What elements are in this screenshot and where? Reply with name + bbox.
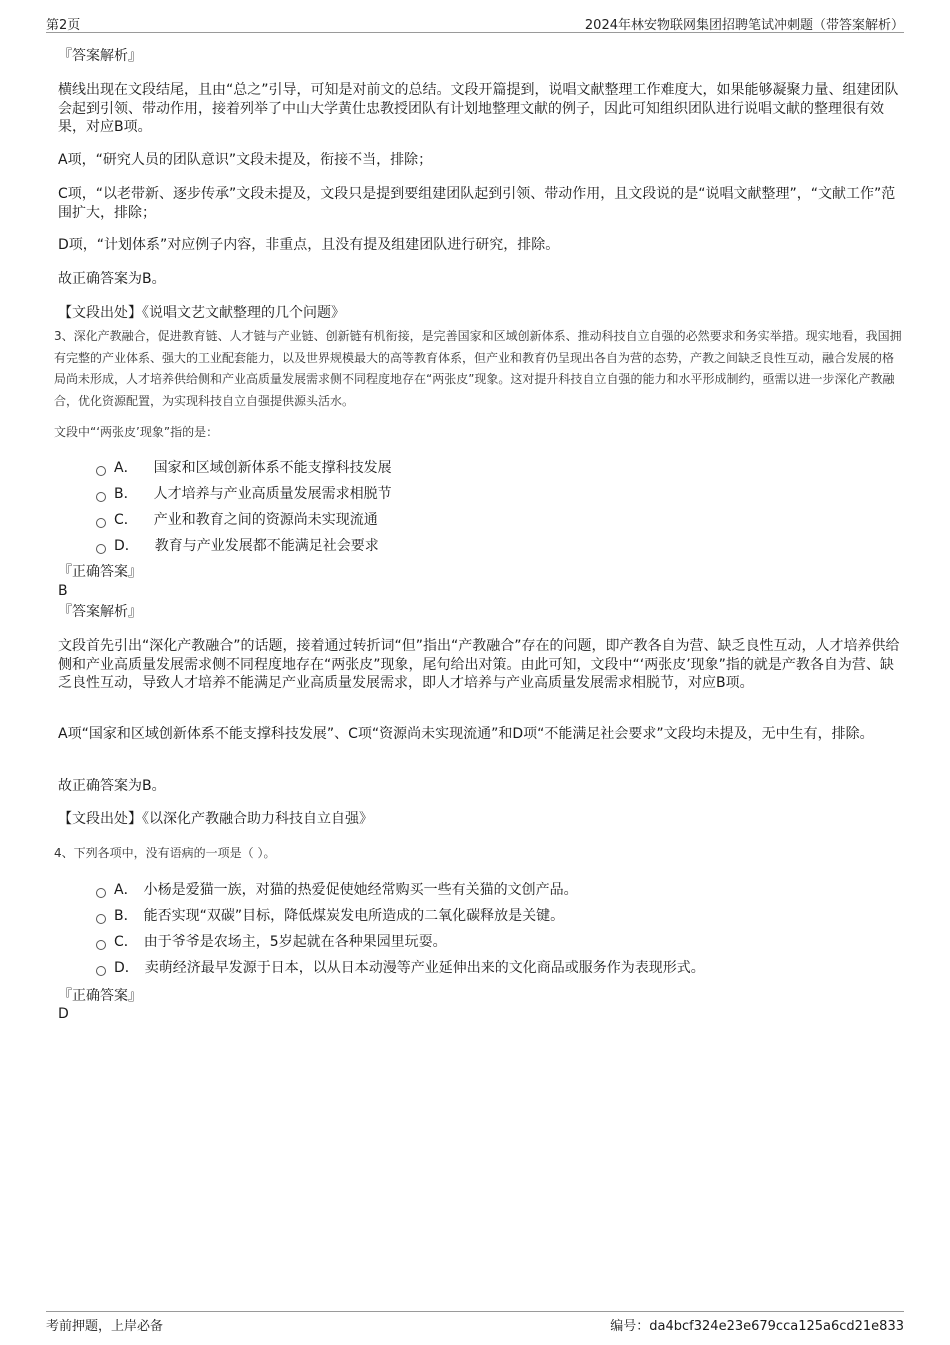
q3-option-d[interactable] bbox=[96, 533, 392, 559]
option-text: 卖萌经济最早发源于日本，以从日本动漫等产业延伸出来的文化商品或服务作为表现形式。 bbox=[144, 960, 705, 976]
q3-analysis-p2: A项“国家和区域创新体系不能支撑科技发展”、C项“资源尚未实现流通”和D项“不能满足社会要求”文段均未提及，无中生有，排除。 bbox=[58, 726, 874, 742]
page-footer bbox=[46, 1311, 904, 1336]
q4-correct-label: 『正确答案』 bbox=[58, 988, 142, 1004]
q3-option-a[interactable] bbox=[96, 455, 392, 481]
option-text: 小杨是爱猫一族，对猫的热爱促使她经常购买一些有关猫的文创产品。 bbox=[143, 882, 578, 898]
option-text: 国家和区域创新体系不能支撑科技发展 bbox=[153, 460, 392, 476]
q3-correct-answer: B bbox=[58, 583, 68, 599]
option-letter: D． bbox=[114, 960, 139, 976]
option-letter: A． bbox=[114, 882, 138, 898]
q3-correct-label: 『正确答案』 bbox=[58, 564, 142, 580]
q2-conclusion: 故正确答案为B。 bbox=[58, 271, 166, 287]
footer-slogan: 考前押题，上岸必备 bbox=[46, 1319, 164, 1334]
q4-options bbox=[96, 877, 705, 981]
q3-option-c[interactable] bbox=[96, 507, 392, 533]
q4-option-b[interactable] bbox=[96, 903, 705, 929]
q4-option-c[interactable] bbox=[96, 929, 705, 955]
radio-icon[interactable] bbox=[96, 492, 106, 502]
option-text: 教育与产业发展都不能满足社会要求 bbox=[154, 538, 379, 554]
q3-options bbox=[96, 455, 392, 559]
document-title: 2024年林安物联网集团招聘笔试冲刺题（带答案解析） bbox=[584, 18, 904, 33]
q2-source: 【文段出处】《说唱文艺文献整理的几个问题》 bbox=[58, 305, 345, 321]
page-number: 第2页 bbox=[46, 18, 81, 33]
option-letter: C． bbox=[114, 512, 138, 528]
option-letter: B． bbox=[114, 486, 138, 502]
q3-conclusion: 故正确答案为B。 bbox=[58, 778, 166, 794]
radio-icon[interactable] bbox=[96, 888, 106, 898]
q3-analysis-label: 『答案解析』 bbox=[58, 604, 142, 620]
option-text: 由于爷爷是农场主，5岁起就在各种果园里玩耍。 bbox=[143, 934, 447, 950]
radio-icon[interactable] bbox=[96, 544, 106, 554]
q2-analysis-p3: C项，“以老带新、逐步传承”文段未提及，文段只是提到要组建团队起到引领、带动作用，且文段说的是“说唱文献整理”，“文献工作”范围扩大，排除； bbox=[58, 186, 896, 221]
document-code: 编号：da4bcf324e23e679cca125a6cd21e833 bbox=[610, 1319, 904, 1334]
option-text: 产业和教育之间的资源尚未实现流通 bbox=[153, 512, 378, 528]
option-letter: D． bbox=[114, 538, 139, 554]
q4-option-d[interactable] bbox=[96, 955, 705, 981]
page-header bbox=[46, 12, 904, 33]
option-letter: C． bbox=[114, 934, 138, 950]
q3-stem: 3、深化产教融合，促进教育链、人才链与产业链、创新链有机衔接，是完善国家和区域创新体系、推动科技自立自强的必然要求和务实举措。现实地看，我国拥有完整的产业体系、强大的工业配套能力，以及世界规模最大的高等教育体系，但产业和教育仍呈现出各自为营的态势，产教之间缺乏良性互动，融合发展的格局尚未形成，人才培养供给侧和产业高质量发展需求侧不同程度地存在“两张皮”现象。这对提升科技自立自强的能力和水平形成制约，亟需以进一步深化产教融合，优化资源配置，为实现科技自立自强提供源头活水。 bbox=[54, 329, 902, 408]
option-letter: B． bbox=[114, 908, 138, 924]
q3-analysis-p1: 文段首先引出“深化产教融合”的话题，接着通过转折词“但”指出“产教融合”存在的问题，即产教各自为营、缺乏良性互动，人才培养供给侧和产业高质量发展需求侧不同程度地存在“两张皮”现象，尾句给出对策。由此可知，文段中“‘两张皮’现象”指的就是产教各自为营、缺乏良性互动，导致人才培养不能满足产业高质量发展需求，即人才培养与产业高质量发展需求相脱节，对应B项。 bbox=[58, 638, 900, 691]
q2-analysis-label: 『答案解析』 bbox=[58, 48, 142, 64]
q2-analysis-p4: D项，“计划体系”对应例子内容，非重点，且没有提及组建团队进行研究，排除。 bbox=[58, 237, 560, 253]
radio-icon[interactable] bbox=[96, 940, 106, 950]
option-text: 人才培养与产业高质量发展需求相脱节 bbox=[153, 486, 392, 502]
q4-option-a[interactable] bbox=[96, 877, 705, 903]
q3-prompt: 文段中“‘两张皮’现象”指的是： bbox=[54, 425, 219, 439]
q3-source: 【文段出处】《以深化产教融合助力科技自立自强》 bbox=[58, 811, 373, 827]
option-text: 能否实现“双碳”目标，降低煤炭发电所造成的二氧化碳释放是关键。 bbox=[143, 908, 565, 924]
q3-option-b[interactable] bbox=[96, 481, 392, 507]
radio-icon[interactable] bbox=[96, 466, 106, 476]
q4-stem: 4、下列各项中，没有语病的一项是（ ）。 bbox=[54, 846, 276, 860]
q2-analysis-p1: 横线出现在文段结尾，且由“总之”引导，可知是对前文的总结。文段开篇提到，说唱文献整理工作难度大，如果能够凝聚力量、组建团队会起到引领、带动作用，接着列举了中山大学黄仕忠教授团队有计划地整理文献的例子，因此可知组织团队进行说唱文献的整理很有效果，对应B项。 bbox=[58, 82, 899, 135]
option-letter: A． bbox=[114, 460, 138, 476]
q2-analysis-p2: A项，“研究人员的团队意识”文段未提及，衔接不当，排除； bbox=[58, 152, 433, 168]
radio-icon[interactable] bbox=[96, 914, 106, 924]
radio-icon[interactable] bbox=[96, 518, 106, 528]
q4-correct-answer: D bbox=[58, 1006, 69, 1022]
radio-icon[interactable] bbox=[96, 966, 106, 976]
